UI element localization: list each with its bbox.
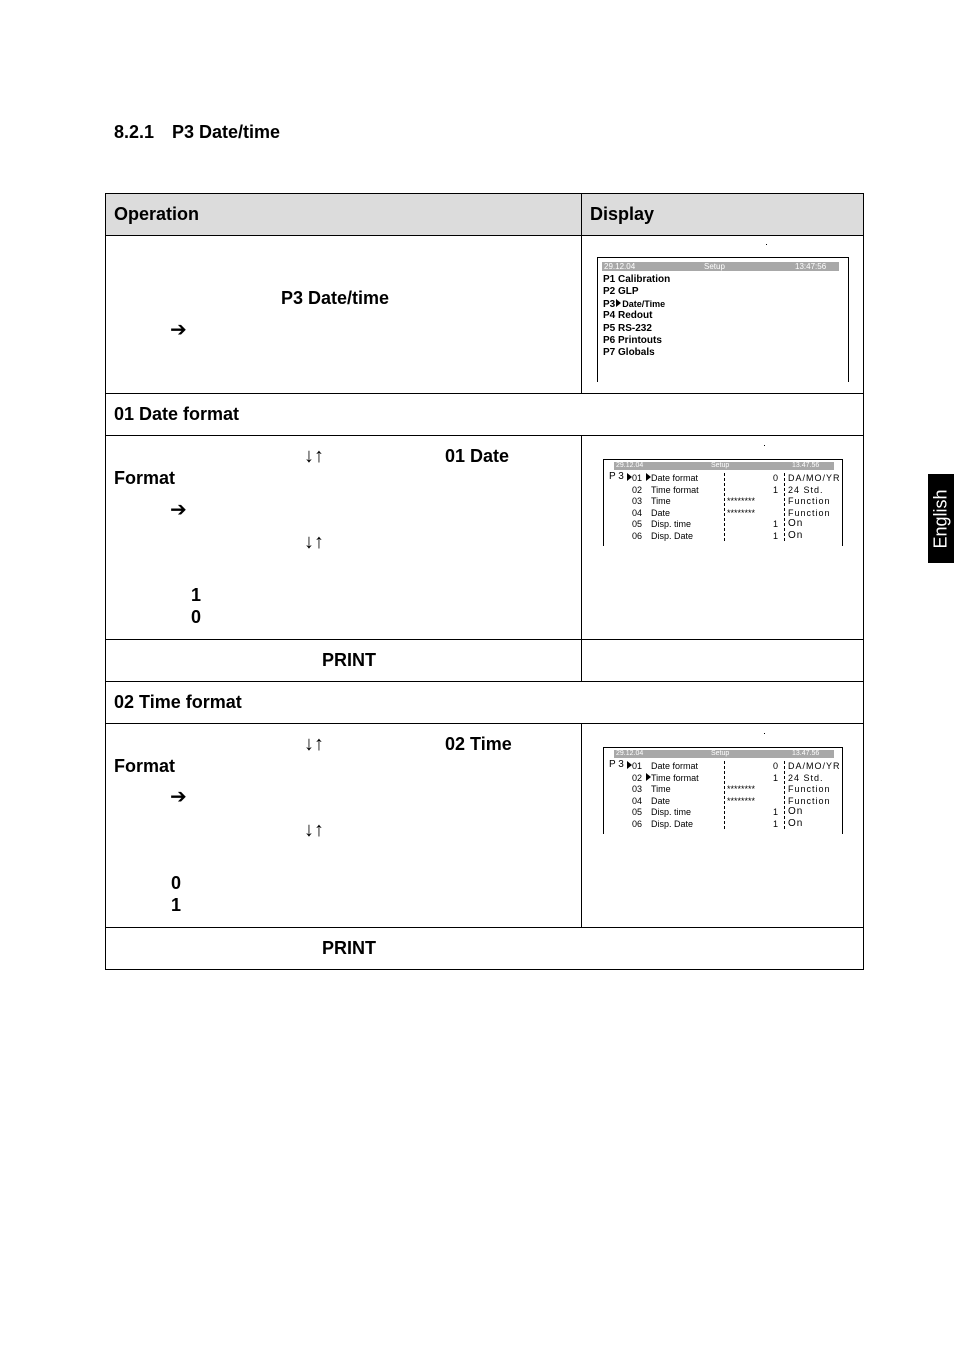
section-time-format: 02 Time format: [114, 692, 242, 712]
table-row: [106, 724, 864, 928]
option-value: 0: [191, 607, 202, 627]
language-tab: [928, 474, 954, 563]
table-row: [106, 928, 864, 970]
screen-p3-time-format: 29.12.04 Setup 13.47.56 P 3 01 Date format 0 DA/MO/YR 02 Time format 1 24 Std. 03 Time ******** Function 04 Date ******** Function 05 Disp. time 1 On 06 Disp. Date 1 On: [582, 724, 863, 927]
param-number: 03: [632, 784, 643, 794]
param-value: ********: [727, 795, 756, 806]
menu-item: P4 Redout: [603, 310, 653, 321]
section-row: [106, 394, 864, 436]
menu-item: P1 Calibration: [603, 274, 671, 285]
screen-setup-menu: [582, 236, 863, 393]
menu-item-selected: P3 Date/Time: [603, 299, 666, 310]
param-value: ********: [727, 784, 756, 794]
param-option: DA/MO/YR: [788, 473, 841, 483]
param-label: Date format: [651, 761, 699, 771]
table-header-row: [106, 194, 864, 236]
col-display-header: Display: [590, 204, 655, 224]
param-option: Function: [788, 507, 831, 518]
param-value: 1: [773, 818, 779, 829]
target-label-cont: Format: [114, 756, 176, 776]
param-value: 0: [773, 761, 779, 771]
operation-display-table: [105, 193, 864, 970]
menu-item: P6 Printouts: [603, 335, 662, 346]
param-option: Function: [788, 795, 831, 806]
param-label: Time format: [651, 484, 699, 495]
right-arrow-icon: ➔: [170, 499, 187, 521]
menu-item: P5 RS-232: [603, 323, 652, 334]
option-value: 1: [191, 585, 202, 605]
param-option: Function: [788, 784, 831, 794]
option-value: 0: [171, 873, 182, 893]
param-label: Date: [651, 507, 671, 518]
section-heading: [114, 122, 280, 143]
param-value: 1: [773, 807, 779, 817]
menu-p3-label: P3 Date/time: [281, 288, 390, 308]
param-value: 1: [773, 772, 779, 783]
down-up-arrows-icon: ↓↑: [304, 531, 324, 553]
param-option: On: [788, 817, 804, 829]
param-option: Function: [788, 496, 831, 506]
param-value: ********: [727, 507, 756, 518]
language-tab-label: English: [930, 488, 951, 549]
table-row: [106, 640, 864, 682]
section-title: P3 Date/time: [172, 122, 281, 142]
param-option: DA/MO/YR: [788, 761, 841, 771]
param-option: 24 Std.: [788, 484, 824, 495]
target-label: 01 Date: [445, 446, 510, 466]
option-value: 1: [171, 895, 182, 915]
section-date-format: 01 Date format: [114, 404, 240, 424]
param-label: Disp. Date: [651, 530, 694, 541]
print-key-label: PRINT: [322, 938, 376, 958]
col-operation-header: Operation: [114, 204, 200, 224]
param-number: 04: [632, 507, 643, 518]
param-number: 06: [632, 818, 643, 829]
param-value: 0: [773, 473, 779, 483]
param-value: 1: [773, 519, 779, 529]
target-label-cont: Format: [114, 468, 176, 488]
menu-item: P2 GLP: [603, 286, 639, 297]
section-number: 8.2.1: [114, 122, 155, 142]
table-row: [106, 236, 864, 394]
param-number: 01: [632, 761, 643, 771]
param-label: Date: [651, 795, 671, 806]
down-up-arrows-icon: ↓↑: [304, 733, 324, 755]
param-number: 02: [632, 772, 643, 783]
down-up-arrows-icon: ↓↑: [304, 445, 324, 467]
param-label: Disp. Date: [651, 818, 694, 829]
param-label: Date format: [651, 473, 699, 483]
screen-date: 29.12.04: [604, 262, 636, 271]
print-key-label: PRINT: [322, 650, 376, 670]
param-label: Disp. time: [651, 807, 692, 817]
screen-time: 13:47:56: [795, 262, 827, 271]
param-number: 02: [632, 484, 643, 495]
param-label: Time: [651, 496, 671, 506]
down-up-arrows-icon: ↓↑: [304, 819, 324, 841]
screen-title: Setup: [704, 262, 725, 271]
param-number: 01: [632, 473, 643, 483]
param-option: On: [788, 806, 804, 817]
param-option: 24 Std.: [788, 772, 824, 783]
right-arrow-icon: ➔: [170, 786, 187, 808]
param-label: Time format: [651, 772, 699, 783]
param-label: Disp. time: [651, 519, 692, 529]
menu-item: P7 Globals: [603, 347, 655, 358]
target-label: 02 Time: [445, 734, 512, 754]
screen-p3-date-format: 29.12.04 Setup 13.47.56 P 3 01 Date format 0 DA/MO/YR 02 Time format 1 24 Std. 03 Time ******** Function 04 Date ******** Function 05 Disp. time 1 On 06 Disp. Date 1 On: [582, 436, 863, 639]
param-value: 1: [773, 484, 779, 495]
param-number: 05: [632, 807, 643, 817]
table-row: [106, 436, 864, 640]
cursor-triangle-icon: [616, 299, 621, 307]
param-option: On: [788, 518, 804, 529]
param-option: On: [788, 529, 804, 541]
right-arrow-icon: ➔: [170, 319, 187, 341]
param-number: 04: [632, 795, 643, 806]
param-value: ********: [727, 496, 756, 506]
param-value: 1: [773, 530, 779, 541]
param-number: 06: [632, 530, 643, 541]
param-number: 05: [632, 519, 643, 529]
param-label: Time: [651, 784, 671, 794]
section-row: [106, 682, 864, 724]
param-number: 03: [632, 496, 643, 506]
